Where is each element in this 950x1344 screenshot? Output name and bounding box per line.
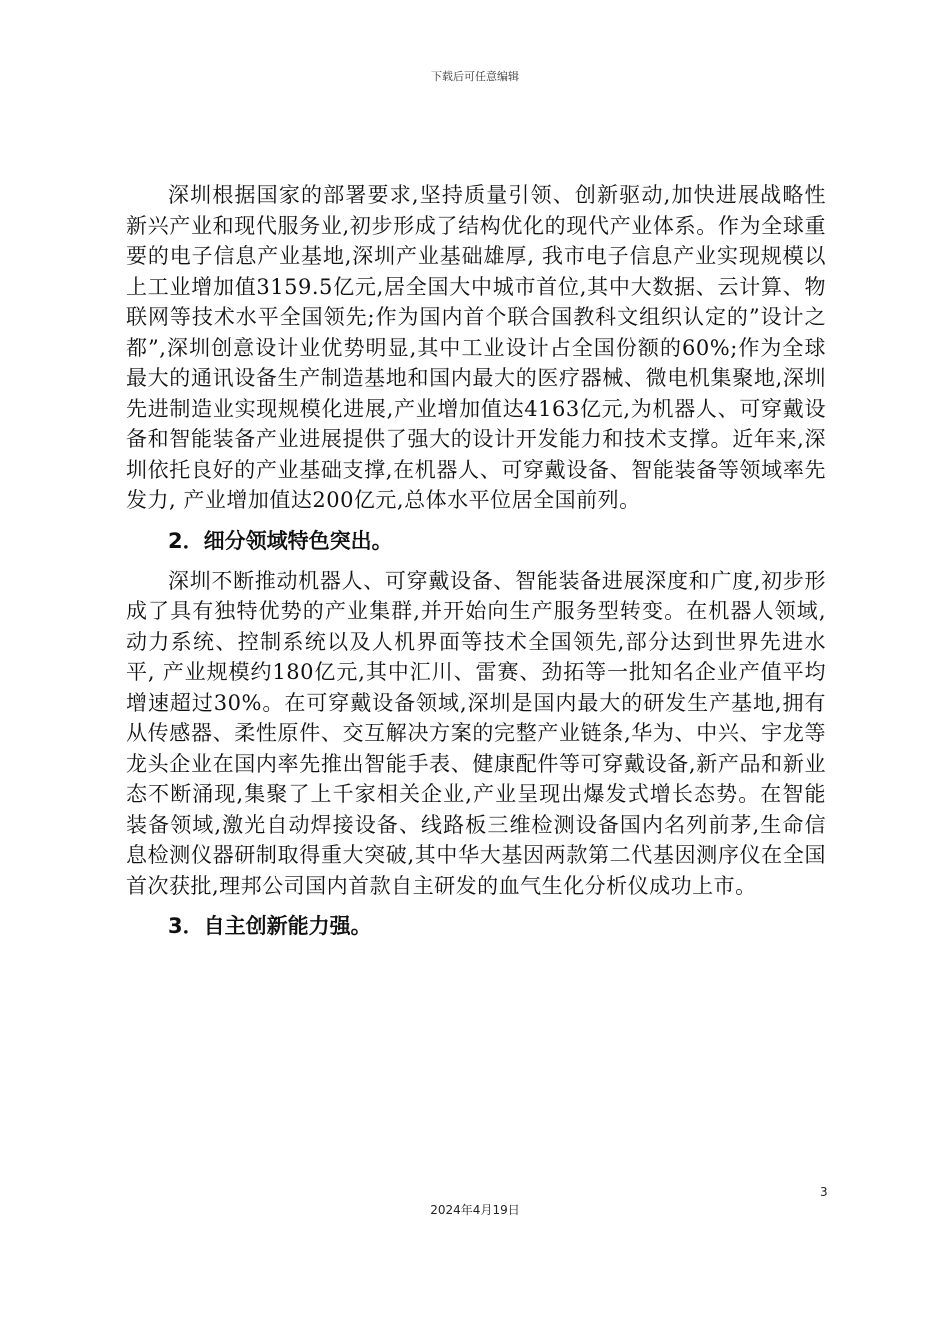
document-body (126, 180, 826, 951)
section-heading-2: 2．细分领域特色突出。 (168, 528, 393, 553)
header-note: 下载后可任意编辑 (431, 70, 519, 83)
section-heading-3: 3．自主创新能力强。 (168, 914, 372, 938)
paragraph-segment-features: 深圳不断推动机器人、可穿戴设备、智能装备进展深度和广度,初步形成了具有独特优势的产业集群,并开始向生产服务型转变。在机器人领域,动力系统、控制系统以及人机界面等技术全国领先,部分达到世界先进水平, 产业规模约180亿元,其中汇川、雷赛、劲拓等一批知名企业产值平均增速超过30%。在可穿戴设备领域,深圳是国内最大的研发生产基地,拥有从传感器、柔性原件、交互解决方案的完整产业链条,华为、中兴、宇龙等龙头企业在国内率先推出智能手表、健康配件等可穿戴设备,新产品和新业态不断涌现,集聚了上千家相关企业,产业呈现出爆发式增长态势。在智能装备领域,激光自动焊接设备、线路板三维检测设备国内名列前茅,生命信息检测仪器研制取得重大突破,其中华大基因两款第二代基因测序仪在全国首次获批,理邦公司国内首款自主研发的血气生化分析仪成功上市。 (126, 568, 826, 898)
paragraph-industry-overview: 深圳根据国家的部署要求,坚持质量引领、创新驱动,加快进展战略性新兴产业和现代服务业,初步形成了结构优化的现代产业体系。作为全球重要的电子信息产业基地,深圳产业基础雄厚, 我市电子信息产业实现规模以上工业增加值3159.5亿元,居全国大中城市首位,其中大数据、云计算、物联网等技术水平全国领先;作为国内首个联合国教科文组织认定的”设计之都”,深圳创意设计业优势明显,其中工业设计占全国份额的60%;作为全球最大的通讯设备生产制造基地和国内最大的医疗器械、微电机集聚地,深圳先进制造业实现规模化进展,产业增加值达4163亿元,为机器人、可穿戴设备和智能装备产业进展提供了强大的设计开发能力和技术支撑。近年来,深圳依托良好的产业基础支撑,在机器人、可穿戴设备、智能装备等领域率先发力, 产业增加值达200亿元,总体水平位居全国前列。 (126, 183, 826, 512)
footer-date: 2024年4月19日 (430, 1203, 520, 1217)
page-number: 3 (820, 1185, 828, 1199)
